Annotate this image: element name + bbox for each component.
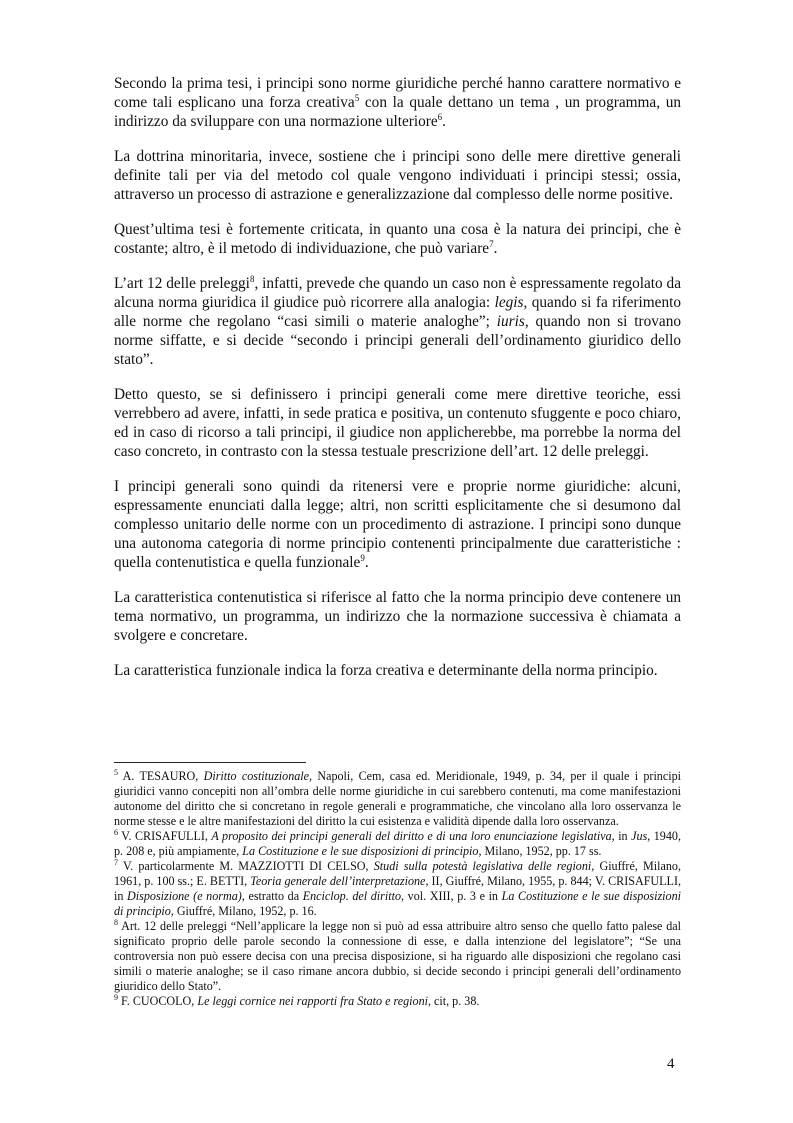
paragraph-3 (114, 220, 681, 258)
paragraph-6-text-b: . (364, 554, 369, 571)
paragraph-4-text-a: L’art 12 delle preleggi (114, 275, 250, 292)
paragraph-4-italic-legis: legis (494, 294, 524, 311)
footnote-text: , vol. XIII, p. 3 e in (401, 889, 502, 903)
footnote-6 (114, 829, 681, 859)
footnote-text: Art. 12 delle preleggi “Nell’applicare la legge non si può ad essa attribuire altro senso che quello fatto palese dal significato proprio delle parole secondo la connessione di esse, e dalla intenzione del legislatore”; “Se una controversia non può essere decisa con una precisa disposizione, si ha riguardo alle disposizioni che regolano casi simili o materie analoghe; se il caso rimane ancora dubbio, si decide secondo i principi generali dell’ordinamento giuridico dello Stato”. (114, 919, 681, 993)
paragraph-4-text-c: , quando si fa riferimento alle norme che regolano “casi simili o materie analoghe”; (114, 294, 681, 330)
footnote-ref-7: 7 (489, 238, 494, 249)
paragraph-4-italic-iuris: iuris (496, 313, 525, 330)
paragraph-6-text-a: I principi generali sono quindi da ritenersi vere e proprie norme giuridiche: alcuni, espressamente enunciati dalla legge; altri, non scritti esplicitamente che si desumono dal complesso unitario delle norme con un procedimento di astrazione. I principi sono dunque una autonoma categoria di norme principio contenenti principalmente due caratteristiche : quella contenutistica e quella funzionale (114, 478, 681, 571)
footnote-ref-8: 8 (249, 273, 255, 284)
footnote-ref-9: 9 (360, 552, 365, 563)
footnote-text: Napoli, Cem, casa ed. Meridionale, 1949, p. 34, per il quale i principi giuridici vanno concepiti non all’ombra delle norme giuridiche in cui sarebbero contenuti, ma come manifestazioni autonome del diritto che si concretano in regole generali e programmatiche, che vincolano alla loro osservanza le norme stesse e le altre manifestazioni del diritto la cui esistenza e validità dipende dalla loro osservanza. (114, 769, 681, 828)
footnote-title: Disposizione (e norma) (127, 889, 242, 903)
footnote-ref-6: 6 (437, 111, 443, 122)
footnote-title: Le leggi cornice nei rapporti fra Stato e regioni (197, 994, 428, 1008)
footnote-number: 7 (114, 857, 118, 867)
footnote-title: La Costituzione e le sue disposizioni di principio (114, 889, 681, 918)
footnote-number: 9 (114, 992, 118, 1002)
footnotes (114, 769, 681, 1009)
footnote-number: 8 (114, 917, 118, 927)
footnote-text: Milano, 1952, pp. 17 ss. (481, 844, 602, 858)
footnote-text: V. particolarmente M. MAZZIOTTI DI CELSO, (118, 859, 374, 873)
footnote-title: Teoria generale dell’interpretazione (250, 874, 426, 888)
footnote-8 (114, 919, 681, 994)
paragraph-6 (114, 477, 681, 572)
paragraph-2 (114, 147, 681, 204)
paragraph-1-text-b: con la quale dettano un tema , un programma, un indirizzo da sviluppare con una normazione ulteriore (114, 94, 681, 130)
paragraph-5 (114, 385, 681, 461)
footnote-text: A. TESAURO, (118, 769, 204, 783)
paragraph-7-text: La caratteristica contenutistica si riferisce al fatto che la norma principio deve contenere un tema normativo, un programma, un indirizzo che la normazione successiva è chiamata a svolgere e concretare. (114, 589, 681, 644)
footnote-text: , II, Giuffré, Milano, 1955, p. 844; V. CRISAFULLI, in (114, 874, 681, 903)
paragraph-4-text-b: , infatti, prevede che quando un caso non è espressamente regolato da alcuna norma giuridica il giudice può ricorrere alla analogia: (114, 275, 681, 311)
footnote-number: 5 (114, 767, 118, 777)
paragraph-8-text: La caratteristica funzionale indica la forza creativa e determinante della norma principio. (114, 662, 658, 679)
paragraph-4-text-d: , quando non si trovano norme siffatte, e si decide “secondo i principi generali dell’ordinamento giuridico dello stato”. (114, 313, 681, 368)
footnote-text: V. CRISAFULLI, (118, 829, 212, 843)
paragraph-3-text-b: . (493, 240, 498, 257)
footnote-5 (114, 769, 681, 829)
footnote-7 (114, 859, 681, 919)
footnote-text: F. CUOCOLO, (118, 994, 198, 1008)
footnote-title: Studi sulla potestà legislativa delle regioni (373, 859, 592, 873)
paragraph-2-text: La dottrina minoritaria, invece, sostiene che i principi sono delle mere direttive generali definite tali per via del metodo col quale vengono individuati i principi stessi; ossia, attraverso un processo di astrazione e generalizzazione dal complesso delle norme positive. (114, 148, 681, 203)
paragraph-3-text-a: Quest’ultima tesi è fortemente criticata, in quanto una cosa è la natura dei principi, che è costante; altro, è il metodo di individuazione, che può variare (114, 221, 681, 257)
footnote-title: Jus, (631, 829, 651, 843)
footnote-title: Enciclop. del diritto (302, 889, 401, 903)
footnote-text: , Giuffré, Milano, 1961, p. 100 ss.; E. BETTI, (114, 859, 681, 888)
paragraph-1-text-a: Secondo la prima tesi, i principi sono norme giuridiche perché hanno carattere normativo e come tali esplicano una forza creativa (114, 75, 681, 111)
paragraph-5-text: Detto questo, se si definissero i principi generali come mere direttive teoriche, essi verrebbero ad avere, infatti, in sede pratica e positiva, un contenuto sfuggente e poco chiaro, ed in caso di ricorso a tali principi, il giudice non applicherebbe, ma porrebbe la norma del caso concreto, in contrasto con la stessa testuale prescrizione dell’art. 12 delle preleggi. (114, 386, 681, 460)
footnote-title: A proposito dei principi generali del diritto e di una loro enunciazione legislativa, (211, 829, 615, 843)
paragraph-1-text-c: . (442, 113, 446, 130)
body-text (114, 74, 681, 696)
paragraph-4 (114, 274, 681, 369)
footnote-text: , cit, p. 38. (428, 994, 480, 1008)
paragraph-1 (114, 74, 681, 131)
footnote-title: La Costituzione e le sue disposizioni di principio, (242, 844, 482, 858)
paragraph-7 (114, 588, 681, 645)
footnote-title: Diritto costituzionale, (203, 769, 313, 783)
footnote-text: 1940, p. 208 e, più ampiamente, (114, 829, 681, 858)
footnote-ref-5: 5 (354, 92, 360, 103)
footnote-text: in (614, 829, 632, 843)
footnote-separator (114, 762, 306, 763)
paragraph-8 (114, 661, 681, 680)
footnote-text: , Giuffré, Milano, 1952, p. 16. (170, 904, 317, 918)
page-number: 4 (667, 1056, 675, 1072)
footnote-number: 6 (114, 827, 118, 837)
footnote-text: , estratto da (241, 889, 303, 903)
footnote-9 (114, 994, 681, 1009)
